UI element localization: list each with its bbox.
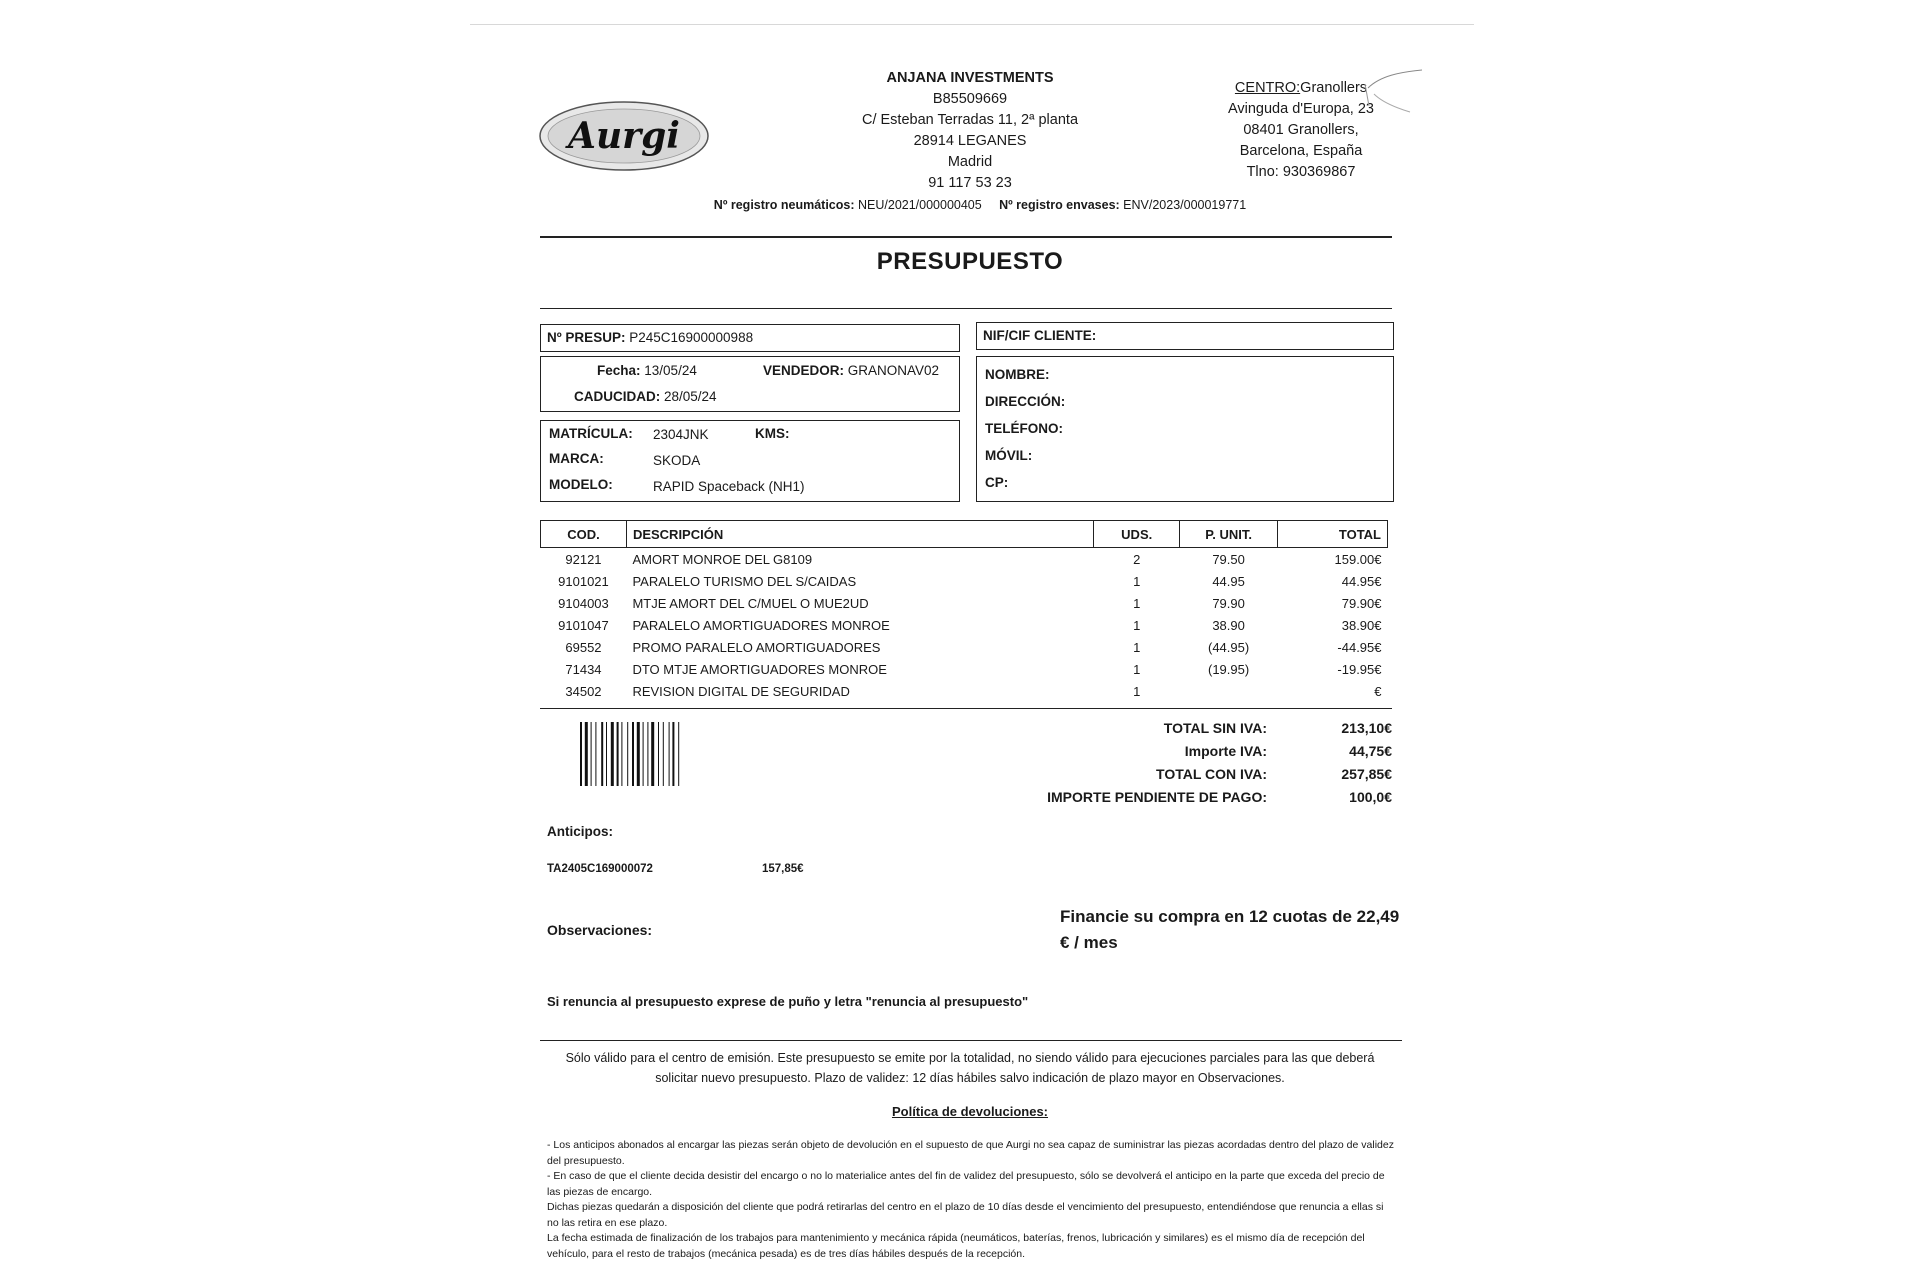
vendedor-value: GRANONAV02 (847, 363, 940, 378)
marca-label: MARCA: (549, 451, 604, 466)
validity-line-2: solicitar nuevo presupuesto. Plazo de validez: 12 días hábiles salvo indicación de plazo mayor en Observaciones. (655, 1071, 1285, 1085)
company-street: C/ Esteban Terradas 11, 2ª planta (861, 112, 1079, 128)
table-row (541, 658, 1388, 680)
cell-uds: 1 (1133, 661, 1141, 677)
total-con-iva-value: 257,85€ (1341, 765, 1392, 782)
cell-punit: 79.90 (1212, 595, 1245, 611)
document-title: PRESUPUESTO (876, 248, 1064, 275)
cell-cod: 71434 (565, 661, 602, 677)
cell-desc: PARALELO TURISMO DEL S/CAIDAS (632, 573, 857, 589)
movil-label: MÓVIL: (985, 448, 1033, 463)
cell-uds: 1 (1133, 617, 1141, 633)
cell-desc: REVISION DIGITAL DE SEGURIDAD (632, 683, 850, 699)
cell-uds: 1 (1133, 683, 1141, 699)
nombre-label: NOMBRE: (985, 367, 1050, 382)
matricula-label: MATRÍCULA: (549, 426, 633, 441)
divider (540, 236, 1392, 238)
totals-block (1000, 716, 1392, 808)
table-row (541, 548, 1388, 571)
cell-total: € (1374, 683, 1382, 699)
policy-text (547, 1138, 1397, 1262)
date-box (540, 356, 960, 412)
pendiente-label: IMPORTE PENDIENTE DE PAGO: (1047, 788, 1267, 805)
budget-number-label: Nº PRESUP: (547, 330, 626, 345)
policy-paragraph: - En caso de que el cliente decida desistir del encargo o no lo materialice antes del fin de validez del presupuesto, sólo se devolverá el anticipo en la parte que exceda del precio de las piezas de encargo. (547, 1170, 1385, 1198)
vehicle-box (540, 420, 960, 502)
cell-punit: 44.95 (1212, 573, 1245, 589)
anticipos-label: Anticipos: (547, 824, 613, 839)
policy-title: Política de devoluciones: (891, 1104, 1049, 1119)
divider (540, 708, 1392, 709)
cell-total: -19.95€ (1337, 661, 1382, 677)
financing-line-2: € / mes (1060, 933, 1118, 952)
matricula-value: 2304JNK (653, 427, 709, 442)
cell-cod: 9101021 (558, 573, 609, 589)
cell-desc: AMORT MONROE DEL G8109 (632, 551, 813, 567)
pendiente-value: 100,0€ (1349, 788, 1392, 805)
aurgi-logo (538, 100, 710, 172)
vendedor-label: VENDEDOR: (763, 363, 845, 378)
centro-city: 08401 Granollers, (1243, 122, 1359, 138)
caducidad-value: 28/05/24 (664, 389, 717, 404)
registry-line (560, 198, 1400, 212)
total-sin-iva-label: TOTAL SIN IVA: (1163, 719, 1267, 736)
cell-cod: 9104003 (558, 595, 609, 611)
marca-value: SKODA (653, 453, 701, 468)
cell-total: 79.90€ (1341, 595, 1382, 611)
cell-punit (1180, 680, 1278, 702)
financing-line-1: Financie su compra en 12 cuotas de 22,49 (1060, 907, 1400, 926)
caducidad-label: CADUCIDAD: (574, 389, 661, 404)
modelo-label: MODELO: (549, 477, 613, 492)
neumaticos-label: Nº registro neumáticos: (713, 198, 855, 212)
table-row (541, 680, 1388, 702)
envases-label: Nº registro envases: (999, 198, 1120, 212)
envases-value: ENV/2023/000019771 (1123, 198, 1247, 212)
client-nif-label: NIF/CIF CLIENTE: (983, 328, 1097, 343)
cell-desc: PARALELO AMORTIGUADORES MONROE (632, 617, 890, 633)
table-header-row (541, 521, 1388, 548)
divider (540, 308, 1392, 309)
items-table (540, 520, 1388, 702)
company-city: 28914 LEGANES (913, 133, 1027, 149)
centro-label: CENTRO: (1234, 80, 1301, 96)
anticipo-amount: 157,85€ (762, 863, 804, 875)
cell-total: 159.00€ (1334, 551, 1382, 567)
client-nif-box (976, 322, 1394, 350)
cell-cod: 69552 (565, 639, 602, 655)
cell-punit: 38.90 (1212, 617, 1245, 633)
cell-cod: 34502 (565, 683, 602, 699)
col-total-header: TOTAL (1278, 521, 1388, 548)
cell-uds: 1 (1133, 573, 1141, 589)
cell-punit: 79.50 (1212, 551, 1245, 567)
policy-paragraph: - Los anticipos abonados al encargar las piezas serán objeto de devolución en el supuesto de que Aurgi no sea capaz de suministrar las piezas acordadas dentro del plazo de validez del presupuesto. (547, 1139, 1394, 1167)
col-cod-header: COD. (541, 521, 627, 548)
centro-phone: Tlno: 930369867 (1246, 164, 1356, 180)
cell-total: 38.90€ (1341, 617, 1382, 633)
table-row (541, 636, 1388, 658)
anticipo-ref: TA2405C169000072 (547, 863, 653, 875)
cell-cod: 9101047 (558, 617, 609, 633)
importe-iva-value: 44,75€ (1349, 742, 1392, 759)
company-cif: B85509669 (932, 91, 1008, 107)
total-con-iva-label: TOTAL CON IVA: (1156, 765, 1267, 782)
company-province: Madrid (947, 154, 993, 170)
total-sin-iva-value: 213,10€ (1341, 719, 1392, 736)
kms-label: KMS: (755, 426, 790, 441)
fecha-value: 13/05/24 (644, 363, 697, 378)
neumaticos-value: NEU/2021/000000405 (858, 198, 982, 212)
financing-offer (1060, 904, 1399, 956)
col-uds-header: UDS. (1094, 521, 1180, 548)
company-phone: 91 117 53 23 (928, 175, 1012, 191)
logo-text: Aurgi (568, 115, 680, 157)
barcode-image (578, 722, 736, 786)
telefono-label: TELÉFONO: (985, 421, 1063, 436)
table-row (541, 592, 1388, 614)
centro-name: Granollers (1300, 80, 1368, 96)
col-punit-header: P. UNIT. (1180, 521, 1278, 548)
cp-label: CP: (985, 475, 1009, 490)
table-row (541, 614, 1388, 636)
cell-cod: 92121 (565, 551, 602, 567)
modelo-value: RAPID Spaceback (NH1) (653, 479, 805, 494)
cell-desc: DTO MTJE AMORTIGUADORES MONROE (632, 661, 887, 677)
cell-total: -44.95€ (1337, 639, 1382, 655)
validity-note (545, 1048, 1395, 1088)
budget-number-value: P245C16900000988 (629, 330, 754, 345)
importe-iva-label: Importe IVA: (1184, 742, 1267, 759)
divider (540, 1040, 1402, 1041)
cell-desc: MTJE AMORT DEL C/MUEL O MUE2UD (632, 595, 869, 611)
centro-region: Barcelona, España (1239, 143, 1363, 159)
cell-total: 44.95€ (1341, 573, 1382, 589)
centro-street: Avinguda d'Europa, 23 (1227, 101, 1374, 117)
cell-uds: 1 (1133, 639, 1141, 655)
observaciones-label: Observaciones: (547, 922, 653, 938)
budget-number-box (540, 324, 960, 352)
cell-uds: 2 (1133, 551, 1141, 567)
col-desc-header: DESCRIPCIÓN (626, 521, 1093, 548)
company-name: ANJANA INVESTMENTS (886, 70, 1054, 86)
pen-scribble (1360, 66, 1430, 126)
policy-paragraph: Dichas piezas quedarán a disposición del cliente que podrá retirarlas del centro en el plazo de 10 días desde el vencimiento del presupuesto, entendiéndose que renuncia a ellas si no las retira en ese plazo. (547, 1201, 1384, 1229)
cell-punit: (19.95) (1208, 661, 1250, 677)
renuncia-note: Si renuncia al presupuesto exprese de puño y letra "renuncia al presupuesto" (547, 994, 1029, 1009)
cell-uds: 1 (1133, 595, 1141, 611)
cell-punit: (44.95) (1208, 639, 1250, 655)
client-box (976, 356, 1394, 502)
company-info (820, 68, 1120, 194)
fecha-label: Fecha: (597, 363, 641, 378)
direccion-label: DIRECCIÓN: (985, 394, 1066, 409)
table-row (541, 570, 1388, 592)
cell-desc: PROMO PARALELO AMORTIGUADORES (632, 639, 881, 655)
validity-line-1: Sólo válido para el centro de emisión. Este presupuesto se emite por la totalidad, no siendo válido para ejecuciones parciales para las que deberá (565, 1051, 1375, 1065)
policy-paragraph: La fecha estimada de finalización de los trabajos para mantenimiento y mecánica rápida (neumáticos, baterías, frenos, lubricación y similares) es el mismo día de recepción del vehículo, para el resto de trabajos (mecánica pesada) es de tres días hábiles después de la recepción. (547, 1232, 1365, 1260)
